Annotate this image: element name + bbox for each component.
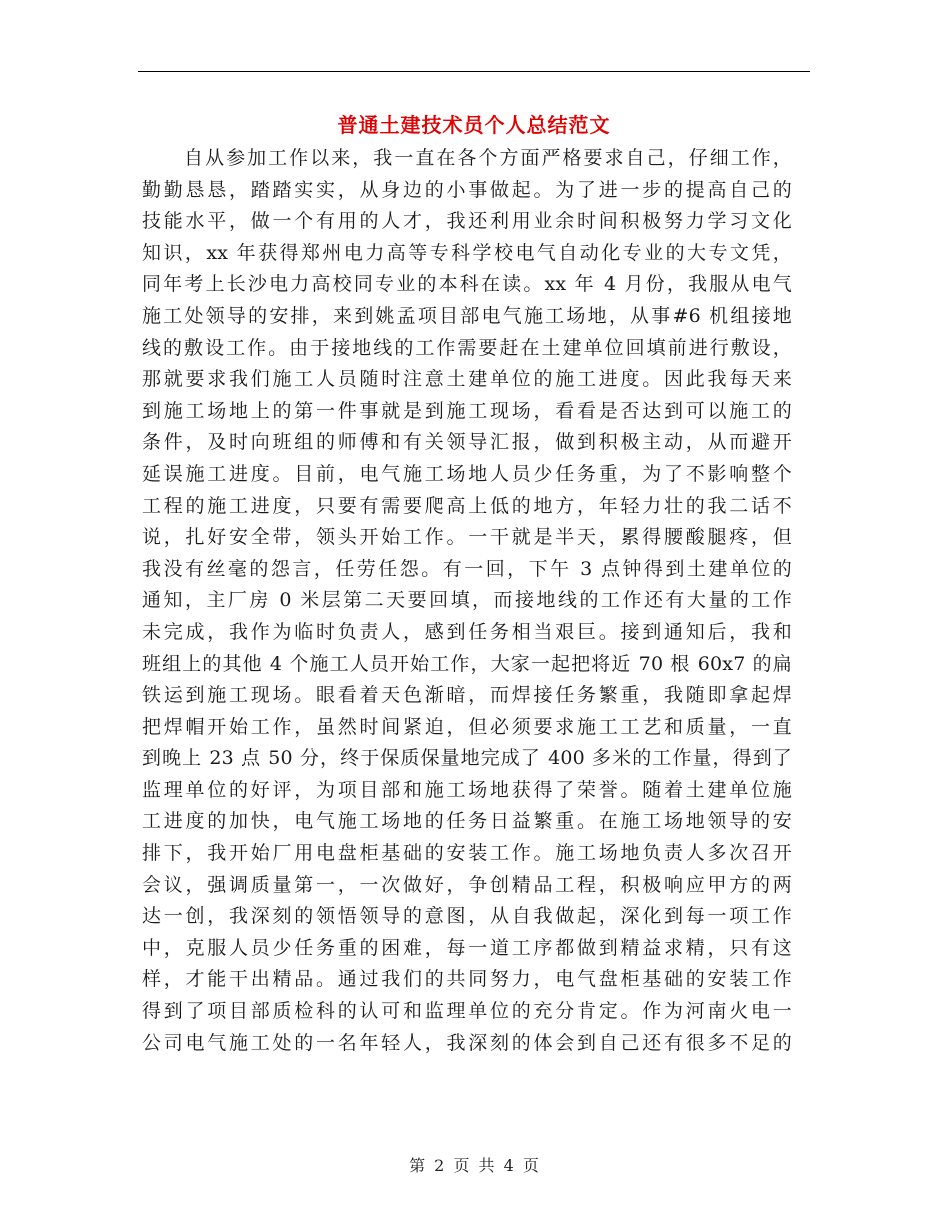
- text-line: 自从参加工作以来，我一直在各个方面严格要求自己，仔细工作，: [142, 147, 792, 169]
- document-title: 普通土建技术员个人总结范文: [337, 113, 611, 137]
- text-line: 延误施工进度。目前，电气施工场地人员少任务重，为了不影响整个: [142, 462, 792, 485]
- text-line: 条件，及时向班组的师傅和有关领导汇报，做到积极主动，从而避开: [142, 431, 792, 454]
- text-line: 通知，主厂房 0 米层第二天要回填，而接地线的工作还有大量的工作: [142, 589, 792, 612]
- text-line: 样，才能干出精品。通过我们的共同努力，电气盘柜基础的安装工作: [142, 968, 792, 991]
- text-line: 把焊帽开始工作，虽然时间紧迫，但必须要求施工工艺和质量，一直: [142, 715, 792, 738]
- text-line: 班组上的其他 4 个施工人员开始工作，大家一起把将近 70 根 60x7 的扁: [142, 652, 792, 675]
- text-line: 那就要求我们施工人员随时注意土建单位的施工进度。因此我每天来: [142, 368, 792, 391]
- text-line: 达一创，我深刻的领悟领导的意图，从自我做起，深化到每一项工作: [142, 905, 792, 928]
- text-line: 工程的施工进度，只要有需要爬高上低的地方，年轻力壮的我二话不: [142, 494, 792, 517]
- text-line: 会议，强调质量第一，一次做好，争创精品工程，积极响应甲方的两: [142, 873, 792, 896]
- text-line: 线的敷设工作。由于接地线的工作需要赶在土建单位回填前进行敷设，: [142, 336, 792, 359]
- text-line: 我没有丝毫的怨言，任劳任怨。有一回，下午 3 点钟得到土建单位的: [142, 557, 792, 580]
- text-line: 知识，xx 年获得郑州电力高等专科学校电气自动化专业的大专文凭，: [142, 241, 792, 264]
- page-number-footer: 第 2 页 共 4 页: [409, 1156, 541, 1175]
- header-rule: [138, 71, 810, 72]
- text-line: 未完成，我作为临时负责人，感到任务相当艰巨。接到通知后，我和: [142, 620, 792, 643]
- text-line: 得到了项目部质检科的认可和监理单位的充分肯定。作为河南火电一: [142, 1000, 792, 1023]
- text-line: 公司电气施工处的一名年轻人，我深刻的体会到自己还有很多不足的: [142, 1031, 792, 1054]
- text-line: 技能水平，做一个有用的人才，我还利用业余时间积极努力学习文化: [142, 210, 792, 233]
- text-line: 工进度的加快，电气施工场地的任务日益繁重。在施工场地领导的安: [142, 810, 792, 833]
- text-line: 施工处领导的安排，来到姚孟项目部电气施工场地，从事#6 机组接地: [142, 304, 792, 327]
- text-line: 到施工场地上的第一件事就是到施工现场，看看是否达到可以施工的: [142, 399, 792, 422]
- text-line: 勤勤恳恳，踏踏实实，从身边的小事做起。为了进一步的提高自己的: [142, 178, 792, 201]
- text-line: 同年考上长沙电力高校同专业的本科在读。xx 年 4 月份，我服从电气: [142, 273, 792, 296]
- text-line: 到晚上 23 点 50 分，终于保质保量地完成了 400 多米的工作量，得到了: [142, 747, 792, 770]
- text-line: 监理单位的好评，为项目部和施工场地获得了荣誉。随着土建单位施: [142, 778, 792, 801]
- text-line: 铁运到施工现场。眼看着天色渐暗，而焊接任务繁重，我随即拿起焊: [142, 684, 792, 707]
- text-line: 说，扎好安全带，领头开始工作。一干就是半天，累得腰酸腿疼，但: [142, 526, 792, 549]
- text-line: 中，克服人员少任务重的困难，每一道工序都做到精益求精，只有这: [142, 936, 792, 959]
- text-line: 排下，我开始厂用电盘柜基础的安装工作。施工场地负责人多次召开: [142, 842, 792, 865]
- body-paragraph: [142, 143, 792, 1059]
